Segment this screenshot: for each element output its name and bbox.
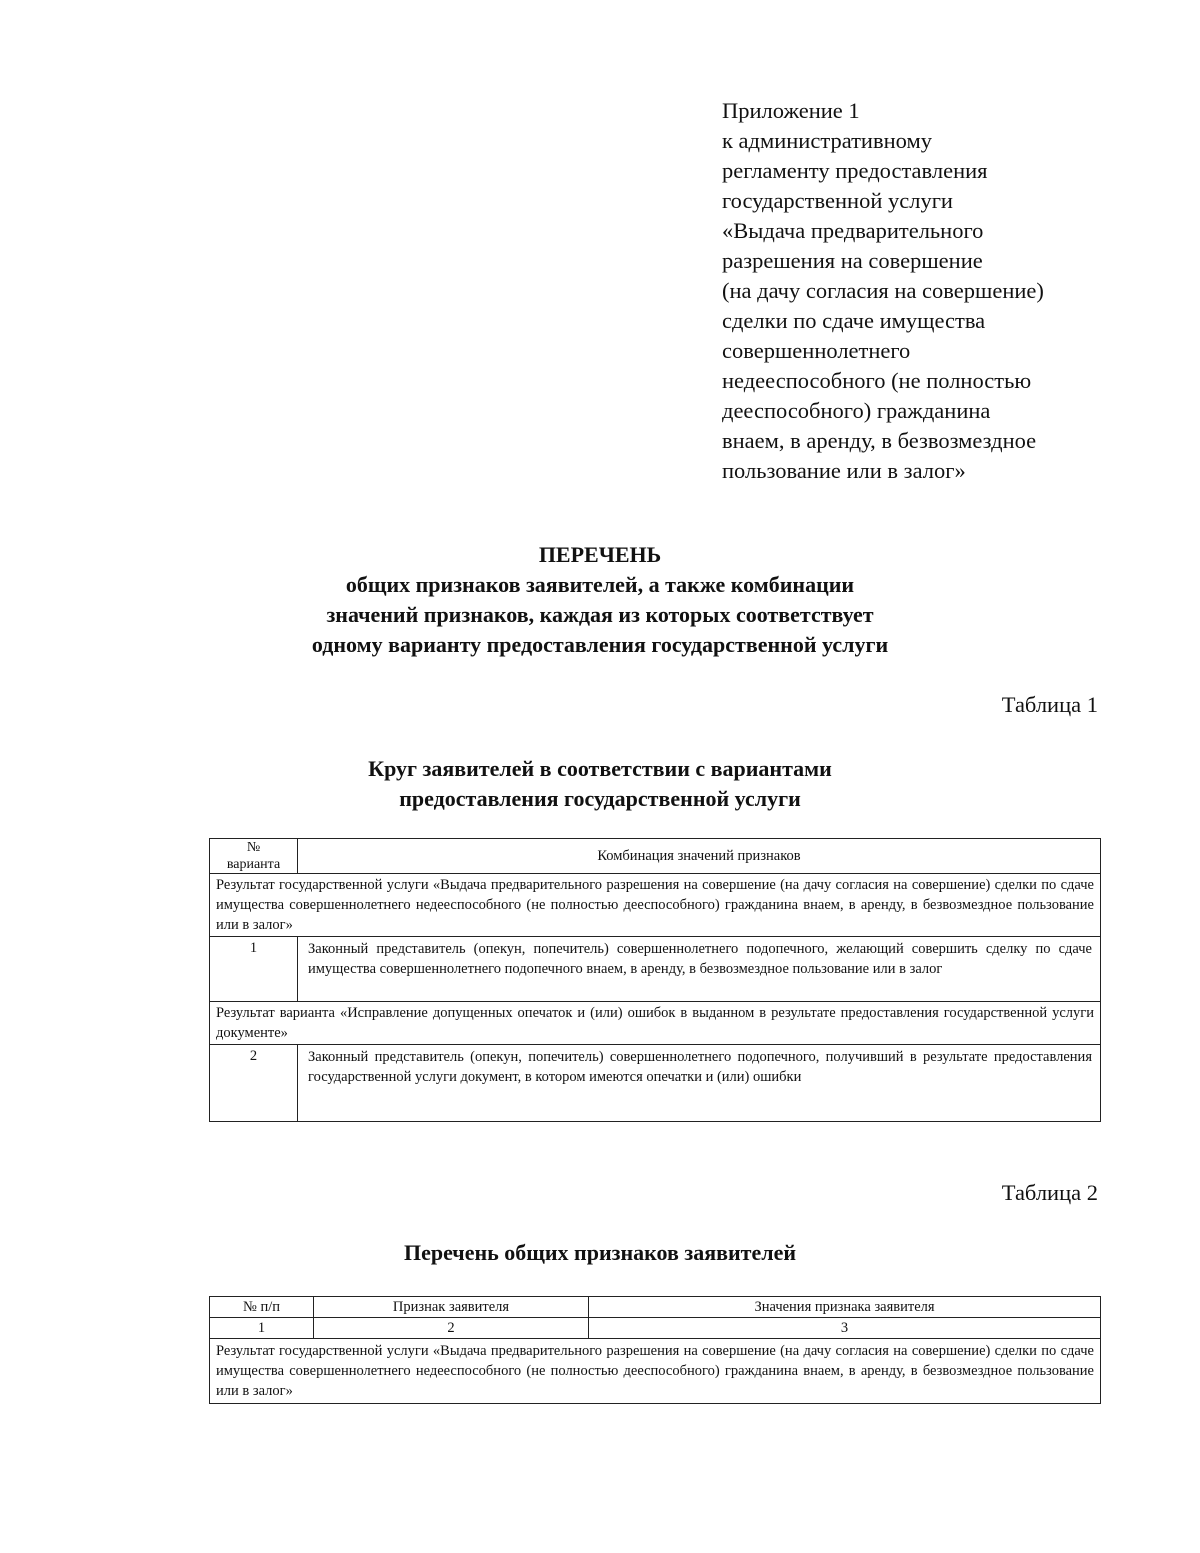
table2-index-2: 2 xyxy=(314,1318,589,1339)
table2 xyxy=(209,1296,1101,1404)
table1-header-num xyxy=(210,839,298,874)
table2-index-1: 1 xyxy=(210,1318,314,1339)
table1-row2-num: 2 xyxy=(210,1045,298,1122)
main-title-line: одному варианту предоставления государственной услуги xyxy=(311,632,889,657)
table2-title: Перечень общих признаков заявителей xyxy=(403,1240,797,1265)
appendix-line: пользование или в залог» xyxy=(722,458,966,483)
main-title xyxy=(0,540,1200,660)
table2-section-row xyxy=(210,1339,1101,1404)
table2-index-row xyxy=(210,1318,1101,1339)
table1-section-row xyxy=(210,874,1101,937)
appendix-line: внаем, в аренду, в безвозмездное xyxy=(722,428,1037,453)
appendix-line: Приложение 1 xyxy=(722,98,860,123)
table-row xyxy=(210,937,1101,1002)
appendix-line: государственной услуги xyxy=(722,188,953,213)
table2-header-row xyxy=(210,1297,1101,1318)
appendix-line: сделки по сдаче имущества xyxy=(722,308,986,333)
table1-row2-text: Законный представитель (опекун, попечитель) совершеннолетнего подопечного, получивший в результате предоставления государственной услуги документ, в котором имеются опечатки и (или) ошибки xyxy=(298,1045,1101,1122)
table1-header-num-symbol: № xyxy=(246,840,261,855)
table2-header-num: № п/п xyxy=(210,1297,314,1318)
table1-section2: Результат варианта «Исправление допущенных опечаток и (или) ошибок в выданном в результате предоставления государственной услуги документе» xyxy=(210,1002,1101,1045)
table1-label: Таблица 1 xyxy=(1001,692,1098,717)
appendix-line: (на дачу согласия на совершение) xyxy=(722,278,1044,303)
appendix-line: «Выдача предварительного xyxy=(722,218,984,243)
main-title-line: значений признаков, каждая из которых соответствует xyxy=(326,602,874,627)
appendix-line: к административному xyxy=(722,128,932,153)
table2-section1: Результат государственной услуги «Выдача предварительного разрешения на совершение (на дачу согласия на совершение) сделки по сдаче имущества совершеннолетнего недееспособного (не полностью дееспособного) гражданина внаем, в аренду, в безвозмездное пользование или в залог» xyxy=(210,1339,1101,1404)
table-row xyxy=(210,1045,1101,1122)
appendix-line: разрешения на совершение xyxy=(722,248,983,273)
table2-header-values: Значения признака заявителя xyxy=(589,1297,1101,1318)
table1-title xyxy=(0,754,1200,814)
table1-section-row xyxy=(210,1002,1101,1045)
table1-header-num-word: варианта xyxy=(226,857,281,872)
appendix-line: дееспособного) гражданина xyxy=(722,398,991,423)
appendix-line: недееспособного (не полностью xyxy=(722,368,1032,393)
table1-row1-text: Законный представитель (опекун, попечитель) совершеннолетнего подопечного, желающий совершить сделку по сдаче имущества совершеннолетнего подопечного внаем, в аренду, в безвозмездное пользование или в залог xyxy=(298,937,1101,1002)
table2-index-3: 3 xyxy=(589,1318,1101,1339)
table1-header-combination: Комбинация значений признаков xyxy=(298,839,1101,874)
main-title-line: общих признаков заявителей, а также комбинации xyxy=(345,572,855,597)
table1-title-line: предоставления государственной услуги xyxy=(399,786,801,811)
table2-header-attribute: Признак заявителя xyxy=(314,1297,589,1318)
table1-section1: Результат государственной услуги «Выдача предварительного разрешения на совершение (на дачу согласия на совершение) сделки по сдаче имущества совершеннолетнего недееспособного (не полностью дееспособного) гражданина внаем, в аренду, в безвозмездное пользование или в залог» xyxy=(210,874,1101,937)
table2-label: Таблица 2 xyxy=(1001,1180,1098,1205)
appendix-block xyxy=(722,96,1142,486)
appendix-line: совершеннолетнего xyxy=(722,338,911,363)
table1-header-row xyxy=(210,839,1101,874)
table1-title-line: Круг заявителей в соответствии с вариантами xyxy=(368,756,832,781)
table1 xyxy=(209,838,1101,1122)
main-title-line: ПЕРЕЧЕНЬ xyxy=(538,542,662,567)
table1-row1-num: 1 xyxy=(210,937,298,1002)
appendix-line: регламенту предоставления xyxy=(722,158,988,183)
